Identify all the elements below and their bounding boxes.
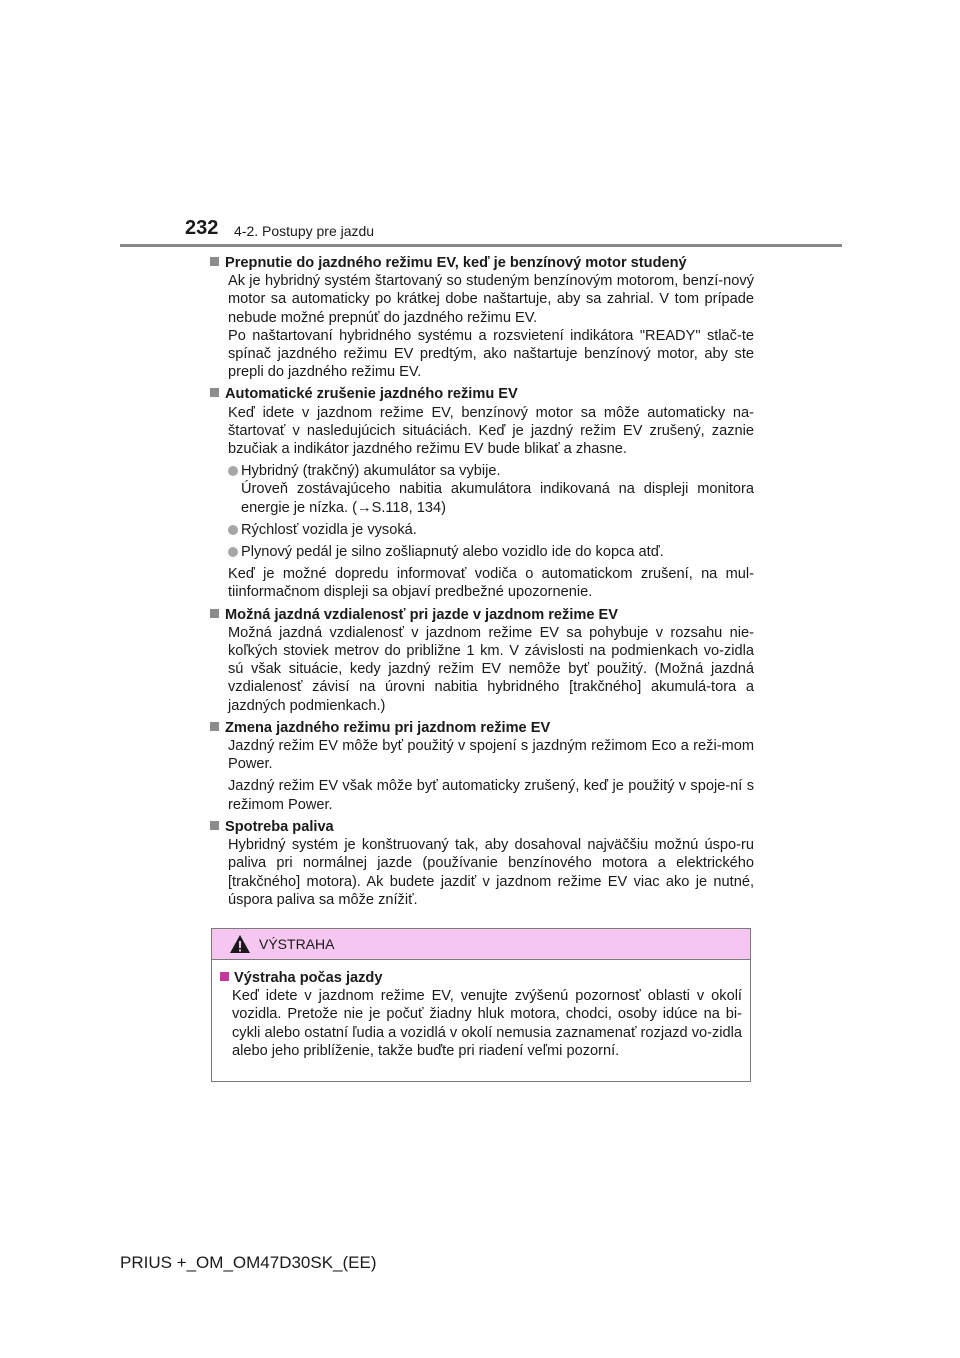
page-number: 232: [185, 217, 219, 239]
bullet-text: Rýchlosť vozidla je vysoká.: [241, 521, 417, 538]
topic-title: Zmena jazdného režimu pri jazdnom režime EV: [225, 719, 551, 736]
document-code: PRIUS +_OM_OM47D30SK_(EE): [120, 1253, 377, 1272]
list-item: [228, 521, 754, 539]
warning-title: Výstraha počas jazdy: [234, 970, 383, 986]
topic-title: Automatické zrušenie jazdného režimu EV: [225, 386, 518, 403]
topic-ev-range: [210, 606, 754, 715]
paragraph: Možná jazdná vzdialenosť v jazdnom režime EV sa pohybuje v rozsahu nie-koľkých stoviek metrov do približne 1 km. V závislosti na podmienkach vo-zidla sú však situácie, kedy jazdný režim EV nemôže byť použitý. (Možná jazdná vzdialenosť závisí na úrovni nabitia hybridného [trakčného] akumulá-tora a jazdných podmienkach.): [228, 624, 754, 714]
topic-title: Možná jazdná vzdialenosť pri jazde v jazdnom režime EV: [225, 606, 619, 623]
warning-header: [212, 929, 750, 960]
paragraph: Jazdný režim EV však môže byť automaticky zrušený, keď je použitý v spoje-ní s režimom Power.: [228, 778, 754, 813]
bullet-dot-icon: [228, 525, 238, 535]
topic-square-icon: [210, 609, 219, 618]
warning-square-icon: [220, 972, 229, 981]
section-title: 4-2. Postupy pre jazdu: [234, 223, 375, 239]
topic-square-icon: [210, 388, 219, 397]
paragraph: Jazdný režim EV môže byť použitý v spojení s jazdným režimom Eco a reži-mom Power.: [228, 738, 754, 773]
warning-label: VÝSTRAHA: [259, 936, 335, 952]
paragraph: Keď idete v jazdnom režime EV, benzínový motor sa môže automaticky na-štartovať v nasledujúcich situáciách. Keď je jazdný režim EV zrušený, zaznie bzučiak a indikátor jazdného režimu EV bude blikať a zhasne.: [228, 404, 754, 458]
paragraph: Hybridný systém je konštruovaný tak, aby dosahoval najväčšiu možnú úspo-ru paliva pri normálnej jazde (používanie benzínového motora a elektrického [trakčného] motora). Ak budete jazdiť v jazdnom režime EV viac ako je nutné, úspora paliva sa môže znížiť.: [228, 837, 754, 908]
list-item: [228, 462, 754, 517]
header-rule: [120, 244, 842, 247]
topic-title: Prepnutie do jazdného režimu EV, keď je benzínový motor studený: [225, 255, 687, 271]
topic-fuel-consumption: [210, 818, 754, 909]
list-item: [228, 543, 754, 561]
bullet-dot-icon: [228, 466, 238, 476]
paragraph: Ak je hybridný systém štartovaný so studeným benzínovým motorom, benzí-nový motor sa automaticky po krátkej dobe naštartuje, aby sa zahrial. V tom prípade nebude možné prepnúť do jazdného režimu EV. Po naštartovaní hybridného systému a rozsvietení indikátora "READY" stlač-te spínač jazdného režimu EV predtým, ako naštartuje benzínový motor, aby ste prepli do jazdného režimu EV.: [228, 273, 754, 381]
main-content: [210, 254, 754, 913]
topic-ev-cold-engine: [210, 254, 754, 381]
paragraph: Keď je možné dopredu informovať vodiča o automatickom zrušení, na mul-tiinformačnom displeji sa objaví predbežné upozornenie.: [228, 566, 754, 601]
topic-auto-cancel: [210, 385, 754, 601]
topic-mode-change: [210, 719, 754, 814]
warning-text: Keď idete v jazdnom režime EV, venujte zvýšenú pozornosť oblasti v okolí vozidla. Pretože nie je počuť žiadny hluk motora, chodci, osoby idúce na bi-cykli alebo ostatní ľudia a vozidlá v okolí nemusia zaznamenať rozjazd vo-zidla alebo jeho priblíženie, takže buďte pri riadení veľmi pozorní.: [232, 988, 742, 1059]
topic-square-icon: [210, 722, 219, 731]
topic-title: Spotreba paliva: [225, 818, 334, 835]
topic-square-icon: [210, 821, 219, 830]
warning-body: [212, 960, 750, 1060]
warning-box: [211, 928, 751, 1082]
bullet-text: Plynový pedál je silno zošliapnutý alebo vozidlo ide do kopca atď.: [241, 544, 664, 561]
bullet-dot-icon: [228, 547, 238, 557]
bullet-text: Hybridný (trakčný) akumulátor sa vybije. Úroveň zostávajúceho nabitia akumulátora indikovaná na displeji monitora energie je nízka. (→S.118, 134): [241, 463, 754, 516]
topic-square-icon: [210, 257, 219, 266]
warning-triangle-icon: [229, 934, 251, 954]
